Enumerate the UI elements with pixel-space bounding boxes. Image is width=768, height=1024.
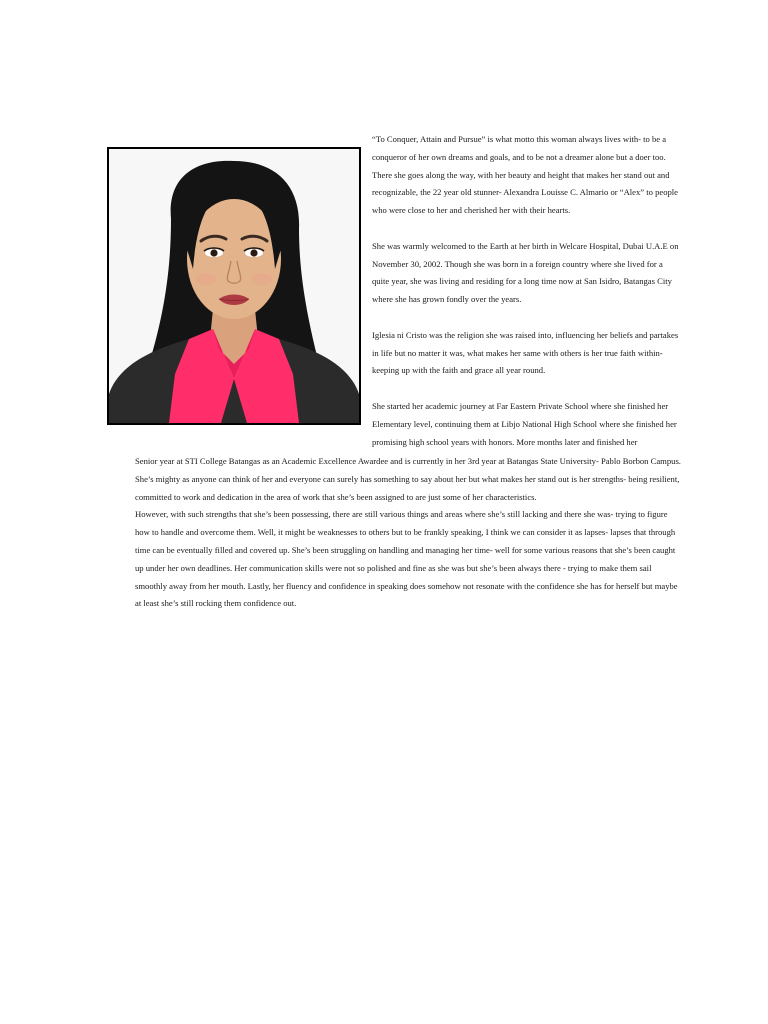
paragraph-weaknesses: However, with such strengths that she’s been possessing, there are still various things and areas where she’s still lacking and there she was- trying to figure how to handle and overcome them. Well, it might be weaknesses to others but to be frankly speaking, I think we can consider it as lapses- lapses that through time can be eventually filled and covered up. She’s been struggling on handling and managing her time- well for some various reasons that she’s been caught up under her own deadlines. Her communication skills were not so polished and fine as she was but she’s been always there - trying to make them sail smoothly away from her mouth. Lastly, her fluency and confidence in speaking does somehow not resonate with the confidence she has for herself but maybe at least she’s still rocking them confidence out. [135, 509, 678, 609]
paragraph-motto: “To Conquer, Attain and Pursue” is what motto this woman always lives with- to be a conqueror of her own dreams and goals, and to be not a dreamer alone but a doer too. There she goes along the way, with her beauty and height that makes her stand out and recognizable, the 22 year old stunner- Alexandra Louisse C. Almario or “Alex” to people who were close to her and cherished her with their hearts. [372, 134, 679, 216]
portrait-photo [107, 147, 361, 425]
paragraph-education: She started her academic journey at Far Eastern Private School where she finished her Elementary level, continuing them at Libjo National High School where she finished her promising high school years with honors. More months later and finished her [372, 400, 677, 447]
paragraph-religion: Iglesia ni Cristo was the religion she was raised into, influencing her beliefs and partakes in life but no matter it was, what makes her same with others is her true faith within- keeping up with the faith and grace all year round. [372, 329, 679, 376]
bio-text-full-width [135, 453, 683, 613]
paragraph-strengths: She’s mighty as anyone can think of her and everyone can surely has something to say about her but what makes her stand out is her strengths- being resilient, committed to work and dedication in the area of work that she’s been assigned to are just some of her characteristics. [135, 473, 680, 502]
paragraph-birth: She was warmly welcomed to the Earth at her birth in Welcare Hospital, Dubai U.A.E on November 30, 2002. Though she was born in a foreign country where she lived for a quite year, she was living and residing for a long time now at San Isidro, Batangas City where she has grown fondly over the years. [372, 240, 679, 305]
portrait-photo-icon [109, 149, 359, 423]
bio-text-column [372, 131, 682, 451]
paragraph-education-continued: Senior year at STI College Batangas as an Academic Excellence Awardee and is currently in her 3rd year at Batangas State University- Pablo Borbon Campus. [135, 456, 681, 466]
